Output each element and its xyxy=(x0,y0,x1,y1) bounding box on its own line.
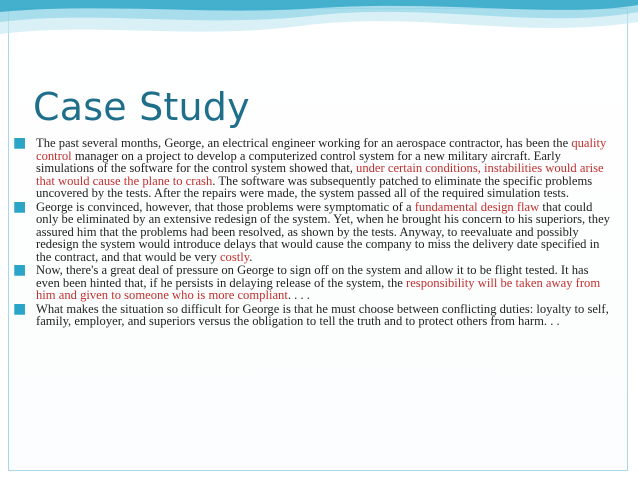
highlighted-text: costly xyxy=(219,249,250,264)
bullet-text: Now, there's a great deal of pressure on George to sign off on the system and allow it to be flight tested. It has even been hinted that, if he persists in delaying release of the system, the xyxy=(36,263,589,290)
highlighted-text: responsibility will be taken away from him and given to someone who is more compliant xyxy=(36,275,601,302)
bullet-text: . The software was subsequently patched to eliminate the specific problems uncovered by the tests. After the repairs were made, the system passed all of the required simulation tests. xyxy=(36,173,593,200)
bullet-item xyxy=(13,300,613,328)
square-bullet-icon: ■ xyxy=(13,198,27,215)
bullet-item xyxy=(13,137,613,200)
square-bullet-icon: ■ xyxy=(13,300,27,317)
bullet-item xyxy=(13,198,613,264)
bullet-text: . xyxy=(249,249,253,264)
bullet-text: manager on a project to develop a computerized control system for a new military aircraft. Early simulations of the software for the control system showed that, xyxy=(36,148,561,175)
header-wave-decoration xyxy=(0,0,638,60)
square-bullet-icon: ■ xyxy=(13,135,27,151)
bullet-item xyxy=(13,264,613,302)
bullet-text: What makes the situation so difficult for George is that he must choose between conflicting duties: loyalty to self, family, employer, and superiors versus the obligation to tell the truth and to protect others from harm. . . xyxy=(36,301,609,328)
slide-title: Case Study xyxy=(33,85,250,129)
highlighted-text: fundamental design flaw xyxy=(414,199,540,214)
bullet-text: . . . . xyxy=(287,288,310,302)
bullet-text: that could only be eliminated by an extensive redesign of the system. Yet, when he brought his concern to his superiors, they assured him that the problems had been resolved, as shown by the tests. Anyway, to reevaluate and possibly redesign the system would introduce delays that would cause the company to miss the delivery date specified in the contract, and that would be very xyxy=(36,199,610,264)
bullet-list xyxy=(13,137,613,329)
bullet-text: The past several months, George, an electrical engineer working for an aerospace contractor, has been the xyxy=(36,136,572,150)
highlighted-text: under certain conditions, instabilities would arise that would cause the plane to crash xyxy=(36,161,604,188)
square-bullet-icon: ■ xyxy=(13,262,27,278)
bullet-text: George is convinced, however, that those problems were symptomatic of a xyxy=(36,199,415,214)
highlighted-text: quality control xyxy=(36,136,607,163)
